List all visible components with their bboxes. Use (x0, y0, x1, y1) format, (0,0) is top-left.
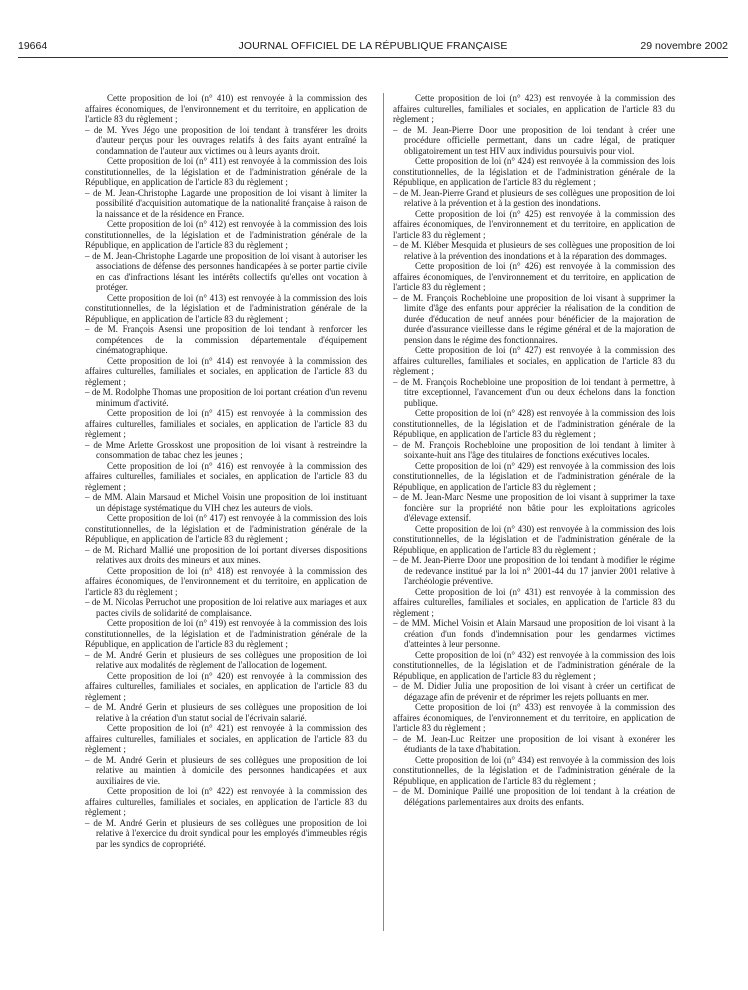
left-column (85, 93, 367, 849)
proposal-entry: – de M. André Gerin et plusieurs de ses collègues une proposition de loi relative au maintien à domicile des personnes handicapées et aux auxiliaires de vie. (85, 754, 367, 786)
referral-paragraph: Cette proposition de loi (n° 425) est renvoyée à la commission des affaires économiques, de l'environnement et du territoire, en application de l'article 83 du règlement ; (393, 208, 675, 240)
proposal-entry: – de MM. Alain Marsaud et Michel Voisin une proposition de loi instituant un dépistage systématique du VIH chez les auteurs de viols. (85, 492, 367, 513)
proposal-entry: – de M. Jean-Christophe Lagarde une proposition de loi visant à limiter la possibilité d'acquisition automatique de la nationalité française à raison de la naissance et de la résidence en France. (85, 187, 367, 219)
proposal-entry: – de M. André Gerin et plusieurs de ses collègues une proposition de loi relative aux modalités de règlement de l'allocation de logement. (85, 649, 367, 670)
referral-paragraph: Cette proposition de loi (n° 433) est renvoyée à la commission des affaires économiques, de l'environnement et du territoire, en application de l'article 83 du règlement ; (393, 702, 675, 733)
proposal-entry: – de M. Jean-Pierre Door une proposition de loi tendant à modifier le régime de redevance institué par la loi n° 2001-44 du 17 janvier 2001 relative à l'archéologie préventive. (393, 555, 675, 586)
proposal-entry: – de M. Jean-Luc Reitzer une proposition de loi visant à exonérer les étudiants de la taxe d'habitation. (393, 733, 675, 754)
referral-paragraph: Cette proposition de loi (n° 411) est renvoyée à la commission des lois constitutionnelles, de la législation et de l'administration générale de la République, en application de l'article 83 du règlement ; (85, 156, 367, 187)
proposal-entry: – de M. Rodolphe Thomas une proposition de loi portant création d'un revenu minimum d'activité. (85, 387, 367, 408)
proposal-entry: – de M. François Rochebloine une proposition de loi tendant à permettre, à titre exceptionnel, l'avancement d'un ou deux échelons dans la fonction publique. (393, 376, 675, 408)
right-column (393, 93, 675, 807)
referral-paragraph: Cette proposition de loi (n° 426) est renvoyée à la commission des affaires économiques, de l'environnement et du territoire, en application de l'article 83 du règlement ; (393, 261, 675, 292)
referral-paragraph: Cette proposition de loi (n° 418) est renvoyée à la commission des affaires économiques, de l'environnement et du territoire, en application de l'article 83 du règlement ; (85, 565, 367, 597)
header-rule (18, 57, 728, 58)
referral-paragraph: Cette proposition de loi (n° 430) est renvoyée à la commission des lois constitutionnelles, de la législation et de l'administration générale de la République, en application de l'article 83 du règlement ; (393, 523, 675, 555)
referral-paragraph: Cette proposition de loi (n° 416) est renvoyée à la commission des affaires culturelles, familiales et sociales, en application de l'article 83 du règlement ; (85, 460, 367, 492)
journal-title: JOURNAL OFFICIEL DE LA RÉPUBLIQUE FRANÇAISE (238, 40, 508, 52)
referral-paragraph: Cette proposition de loi (n° 431) est renvoyée à la commission des affaires culturelles, familiales et sociales, en application de l'article 83 du règlement ; (393, 586, 675, 618)
publication-date: 29 novembre 2002 (640, 40, 728, 52)
proposal-entry: – de M. Jean-Pierre Grand et plusieurs de ses collègues une proposition de loi relative à la prévention et à la gestion des inondations. (393, 187, 675, 208)
referral-paragraph: Cette proposition de loi (n° 410) est renvoyée à la commission des affaires économiques, de l'environnement et du territoire, en application de l'article 83 du règlement ; (85, 93, 367, 124)
proposal-entry: – de M. François Asensi une proposition de loi tendant à renforcer les compétences de la commission départementale d'équipement cinématographique. (85, 324, 367, 355)
referral-paragraph: Cette proposition de loi (n° 424) est renvoyée à la commission des lois constitutionnelles, de la législation et de l'administration générale de la République, en application de l'article 83 du règlement ; (393, 156, 675, 187)
referral-paragraph: Cette proposition de loi (n° 412) est renvoyée à la commission des lois constitutionnelles, de la législation et de l'administration générale de la République, en application de l'article 83 du règlement ; (85, 219, 367, 250)
referral-paragraph: Cette proposition de loi (n° 417) est renvoyée à la commission des lois constitutionnelles, de la législation et de l'administration générale de la République, en application de l'article 83 du règlement ; (85, 513, 367, 544)
referral-paragraph: Cette proposition de loi (n° 422) est renvoyée à la commission des affaires culturelles, familiales et sociales, en application de l'article 83 du règlement ; (85, 786, 367, 817)
proposal-entry: – de M. Didier Julia une proposition de loi visant à créer un certificat de dégazage afin de prévenir et de réprimer les rejets polluants en mer. (393, 681, 675, 702)
referral-paragraph: Cette proposition de loi (n° 428) est renvoyée à la commission des lois constitutionnelles, de la législation et de l'administration générale de la République, en application de l'article 83 du règlement ; (393, 408, 675, 439)
referral-paragraph: Cette proposition de loi (n° 420) est renvoyée à la commission des affaires culturelles, familiales et sociales, en application de l'article 83 du règlement ; (85, 670, 367, 702)
proposal-entry: – de M. François Rochebloine une proposition de loi visant à supprimer la limite d'âge des enfants pour apprécier la réalisation de la condition de durée d'éducation de neuf années pour bénéficier de la majoration de durée d'assurance vieillesse dans le régime général et de la majoration de pension dans le régime des fonctionnaires. (393, 292, 675, 345)
proposal-entry: – de Mme Arlette Grosskost une proposition de loi visant à restreindre la consommation de tabac chez les jeunes ; (85, 439, 367, 460)
referral-paragraph: Cette proposition de loi (n° 414) est renvoyée à la commission des affaires culturelles, familiales et sociales, en application de l'article 83 du règlement ; (85, 355, 367, 387)
proposal-entry: – de M. François Rochebloine une proposition de loi tendant à limiter à soixante-huit ans l'âge des titulaires de fonctions exécutives locales. (393, 439, 675, 460)
referral-paragraph: Cette proposition de loi (n° 427) est renvoyée à la commission des affaires culturelles, familiales et sociales, en application de l'article 83 du règlement ; (393, 345, 675, 376)
proposal-entry: – de M. Nicolas Perruchot une proposition de loi relative aux mariages et aux pactes civils de solidarité de complaisance. (85, 597, 367, 618)
referral-paragraph: Cette proposition de loi (n° 421) est renvoyée à la commission des affaires culturelles, familiales et sociales, en application de l'article 83 du règlement ; (85, 723, 367, 754)
proposal-entry: – de M. André Gerin et plusieurs de ses collègues une proposition de loi relative à l'exercice du droit syndical pour les employés d'immeubles régis par les syndics de copropriété. (85, 817, 367, 849)
referral-paragraph: Cette proposition de loi (n° 415) est renvoyée à la commission des affaires culturelles, familiales et sociales, en application de l'article 83 du règlement ; (85, 408, 367, 439)
column-separator (383, 93, 384, 931)
proposal-entry: – de MM. Michel Voisin et Alain Marsaud une proposition de loi visant à la création d'un fonds d'indemnisation pour les gendarmes victimes d'atteintes à leur personne. (393, 618, 675, 649)
proposal-entry: – de M. Dominique Paillé une proposition de loi tendant à la création de délégations parlementaires aux droits des enfants. (393, 786, 675, 807)
proposal-entry: – de M. Jean-Marc Nesme une proposition de loi visant à supprimer la taxe foncière sur la propriété non bâtie pour les exploitations agricoles d'élevage extensif. (393, 492, 675, 523)
referral-paragraph: Cette proposition de loi (n° 429) est renvoyée à la commission des lois constitutionnelles, de la législation et de l'administration générale de la République, en application de l'article 83 du règlement ; (393, 460, 675, 492)
referral-paragraph: Cette proposition de loi (n° 423) est renvoyée à la commission des affaires culturelles, familiales et sociales, en application de l'article 83 du règlement ; (393, 93, 675, 124)
referral-paragraph: Cette proposition de loi (n° 434) est renvoyée à la commission des lois constitutionnelles, de la législation et de l'administration générale de la République, en application de l'article 83 du règlement ; (393, 754, 675, 786)
proposal-entry: – de M. André Gerin et plusieurs de ses collègues une proposition de loi relative à la création d'un statut social de l'écrivain salarié. (85, 702, 367, 723)
proposal-entry: – de M. Yves Jégo une proposition de loi tendant à transférer les droits d'auteur perçus pour les ouvrages relatifs à des faits ayant entraîné la condamnation de l'auteur aux victimes ou à leurs ayants droit. (85, 124, 367, 156)
referral-paragraph: Cette proposition de loi (n° 419) est renvoyée à la commission des lois constitutionnelles, de la législation et de l'administration générale de la République, en application de l'article 83 du règlement ; (85, 618, 367, 649)
proposal-entry: – de M. Richard Mallié une proposition de loi portant diverses dispositions relatives aux droits des mineurs et aux mines. (85, 544, 367, 565)
proposal-entry: – de M. Kléber Mesquida et plusieurs de ses collègues une proposition de loi relative à la prévention des inondations et à la réparation des dommages. (393, 240, 675, 261)
proposal-entry: – de M. Jean-Pierre Door une proposition de loi tendant à créer une procédure officielle permettant, dans un cadre légal, de pratiquer obligatoirement un test HIV aux individus poursuivis pour viol. (393, 124, 675, 156)
proposal-entry: – de M. Jean-Christophe Lagarde une proposition de loi visant à autoriser les associations de défense des personnes handicapées à se porter partie civile en cas d'infractions lésant les intérêts collectifs qu'elles ont vocation à protéger. (85, 250, 367, 292)
page-number: 19664 (18, 40, 48, 52)
referral-paragraph: Cette proposition de loi (n° 432) est renvoyée à la commission des lois constitutionnelles, de la législation et de l'administration générale de la République, en application de l'article 83 du règlement ; (393, 649, 675, 681)
page-header (18, 40, 728, 54)
referral-paragraph: Cette proposition de loi (n° 413) est renvoyée à la commission des lois constitutionnelles, de la législation et de l'administration générale de la République, en application de l'article 83 du règlement ; (85, 292, 367, 324)
